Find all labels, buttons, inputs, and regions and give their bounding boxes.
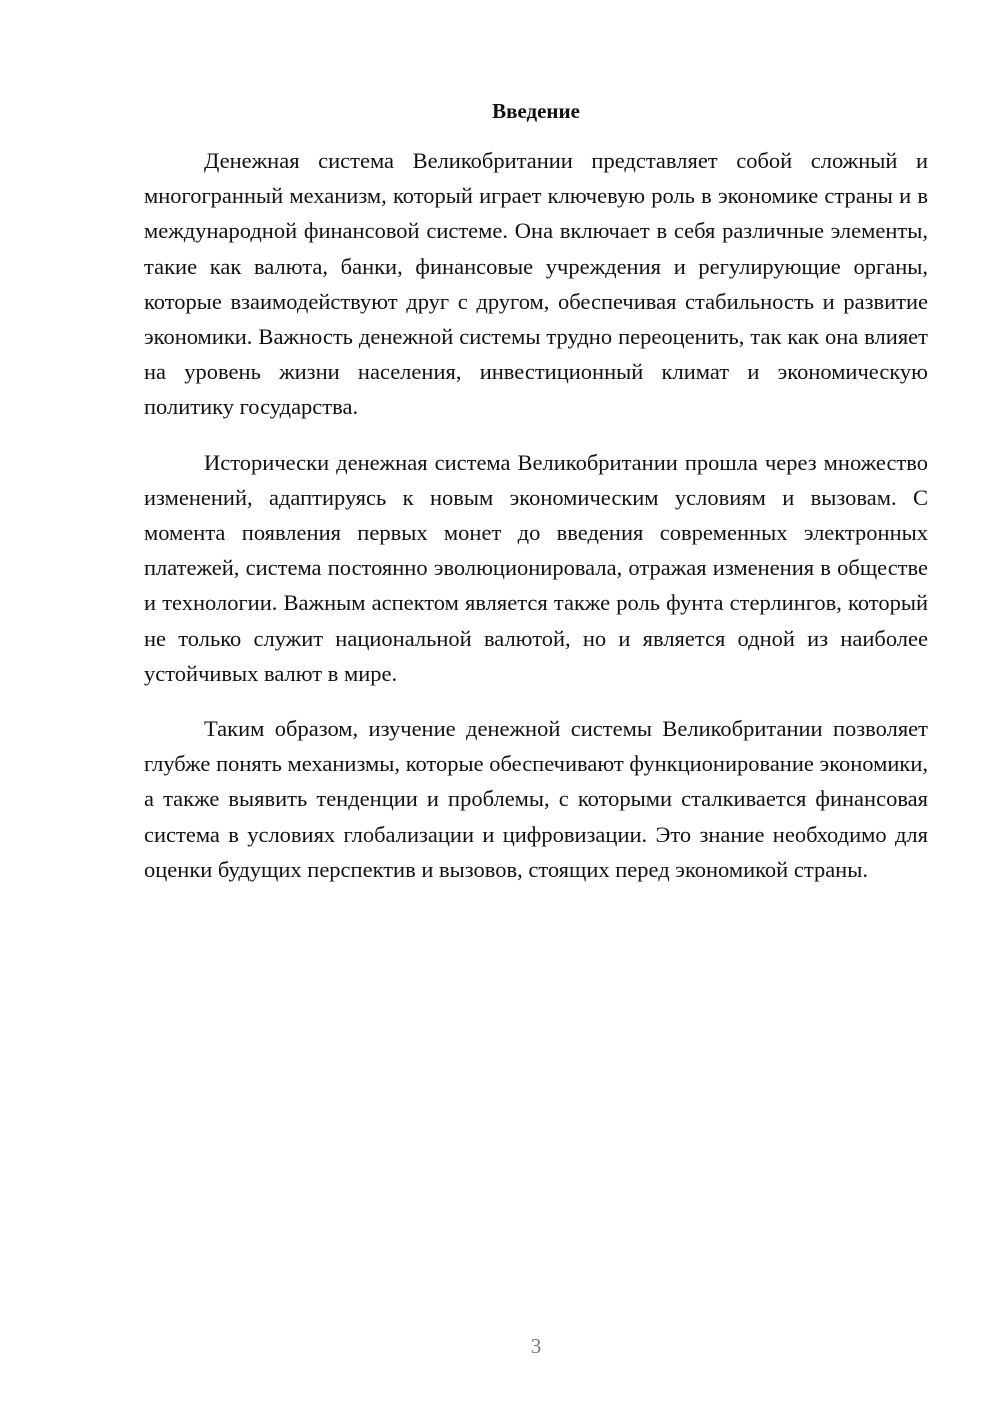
paragraph-1: Денежная система Великобритании представляет собой сложный и многогранный механизм, который играет ключевую роль в экономике страны и в международной финансовой системе. Она включает в себя различные элементы, такие как валюта, банки, финансовые учреждения и регулирующие органы, которые взаимодействуют друг с другом, обеспечивая стабильность и развитие экономики. Важность денежной системы трудно переоценить, так как она влияет на уровень жизни населения, инвестиционный климат и экономическую политику государства. (144, 148, 928, 420)
section-heading: Введение (492, 99, 580, 123)
paragraph-3: Таким образом, изучение денежной системы Великобритании позволяет глубже понять механизмы, которые обеспечивают функционирование экономики, а также выявить тенденции и проблемы, с которыми сталкивается финансовая система в условиях глобализации и цифровизации. Это знание необходимо для оценки будущих перспектив и вызовов, стоящих перед экономикой страны. (144, 716, 928, 882)
body-text (144, 143, 928, 907)
paragraph-2: Исторически денежная система Великобритании прошла через множество изменений, адаптируясь к новым экономическим условиям и вызовам. С момента появления первых монет до введения современных электронных платежей, система постоянно эволюционировала, отражая изменения в обществе и технологии. Важным аспектом является также роль фунта стерлингов, который не только служит национальной валютой, но и является одной из наиболее устойчивых валют в мире. (144, 449, 928, 686)
page-number: 3 (530, 1334, 542, 1358)
